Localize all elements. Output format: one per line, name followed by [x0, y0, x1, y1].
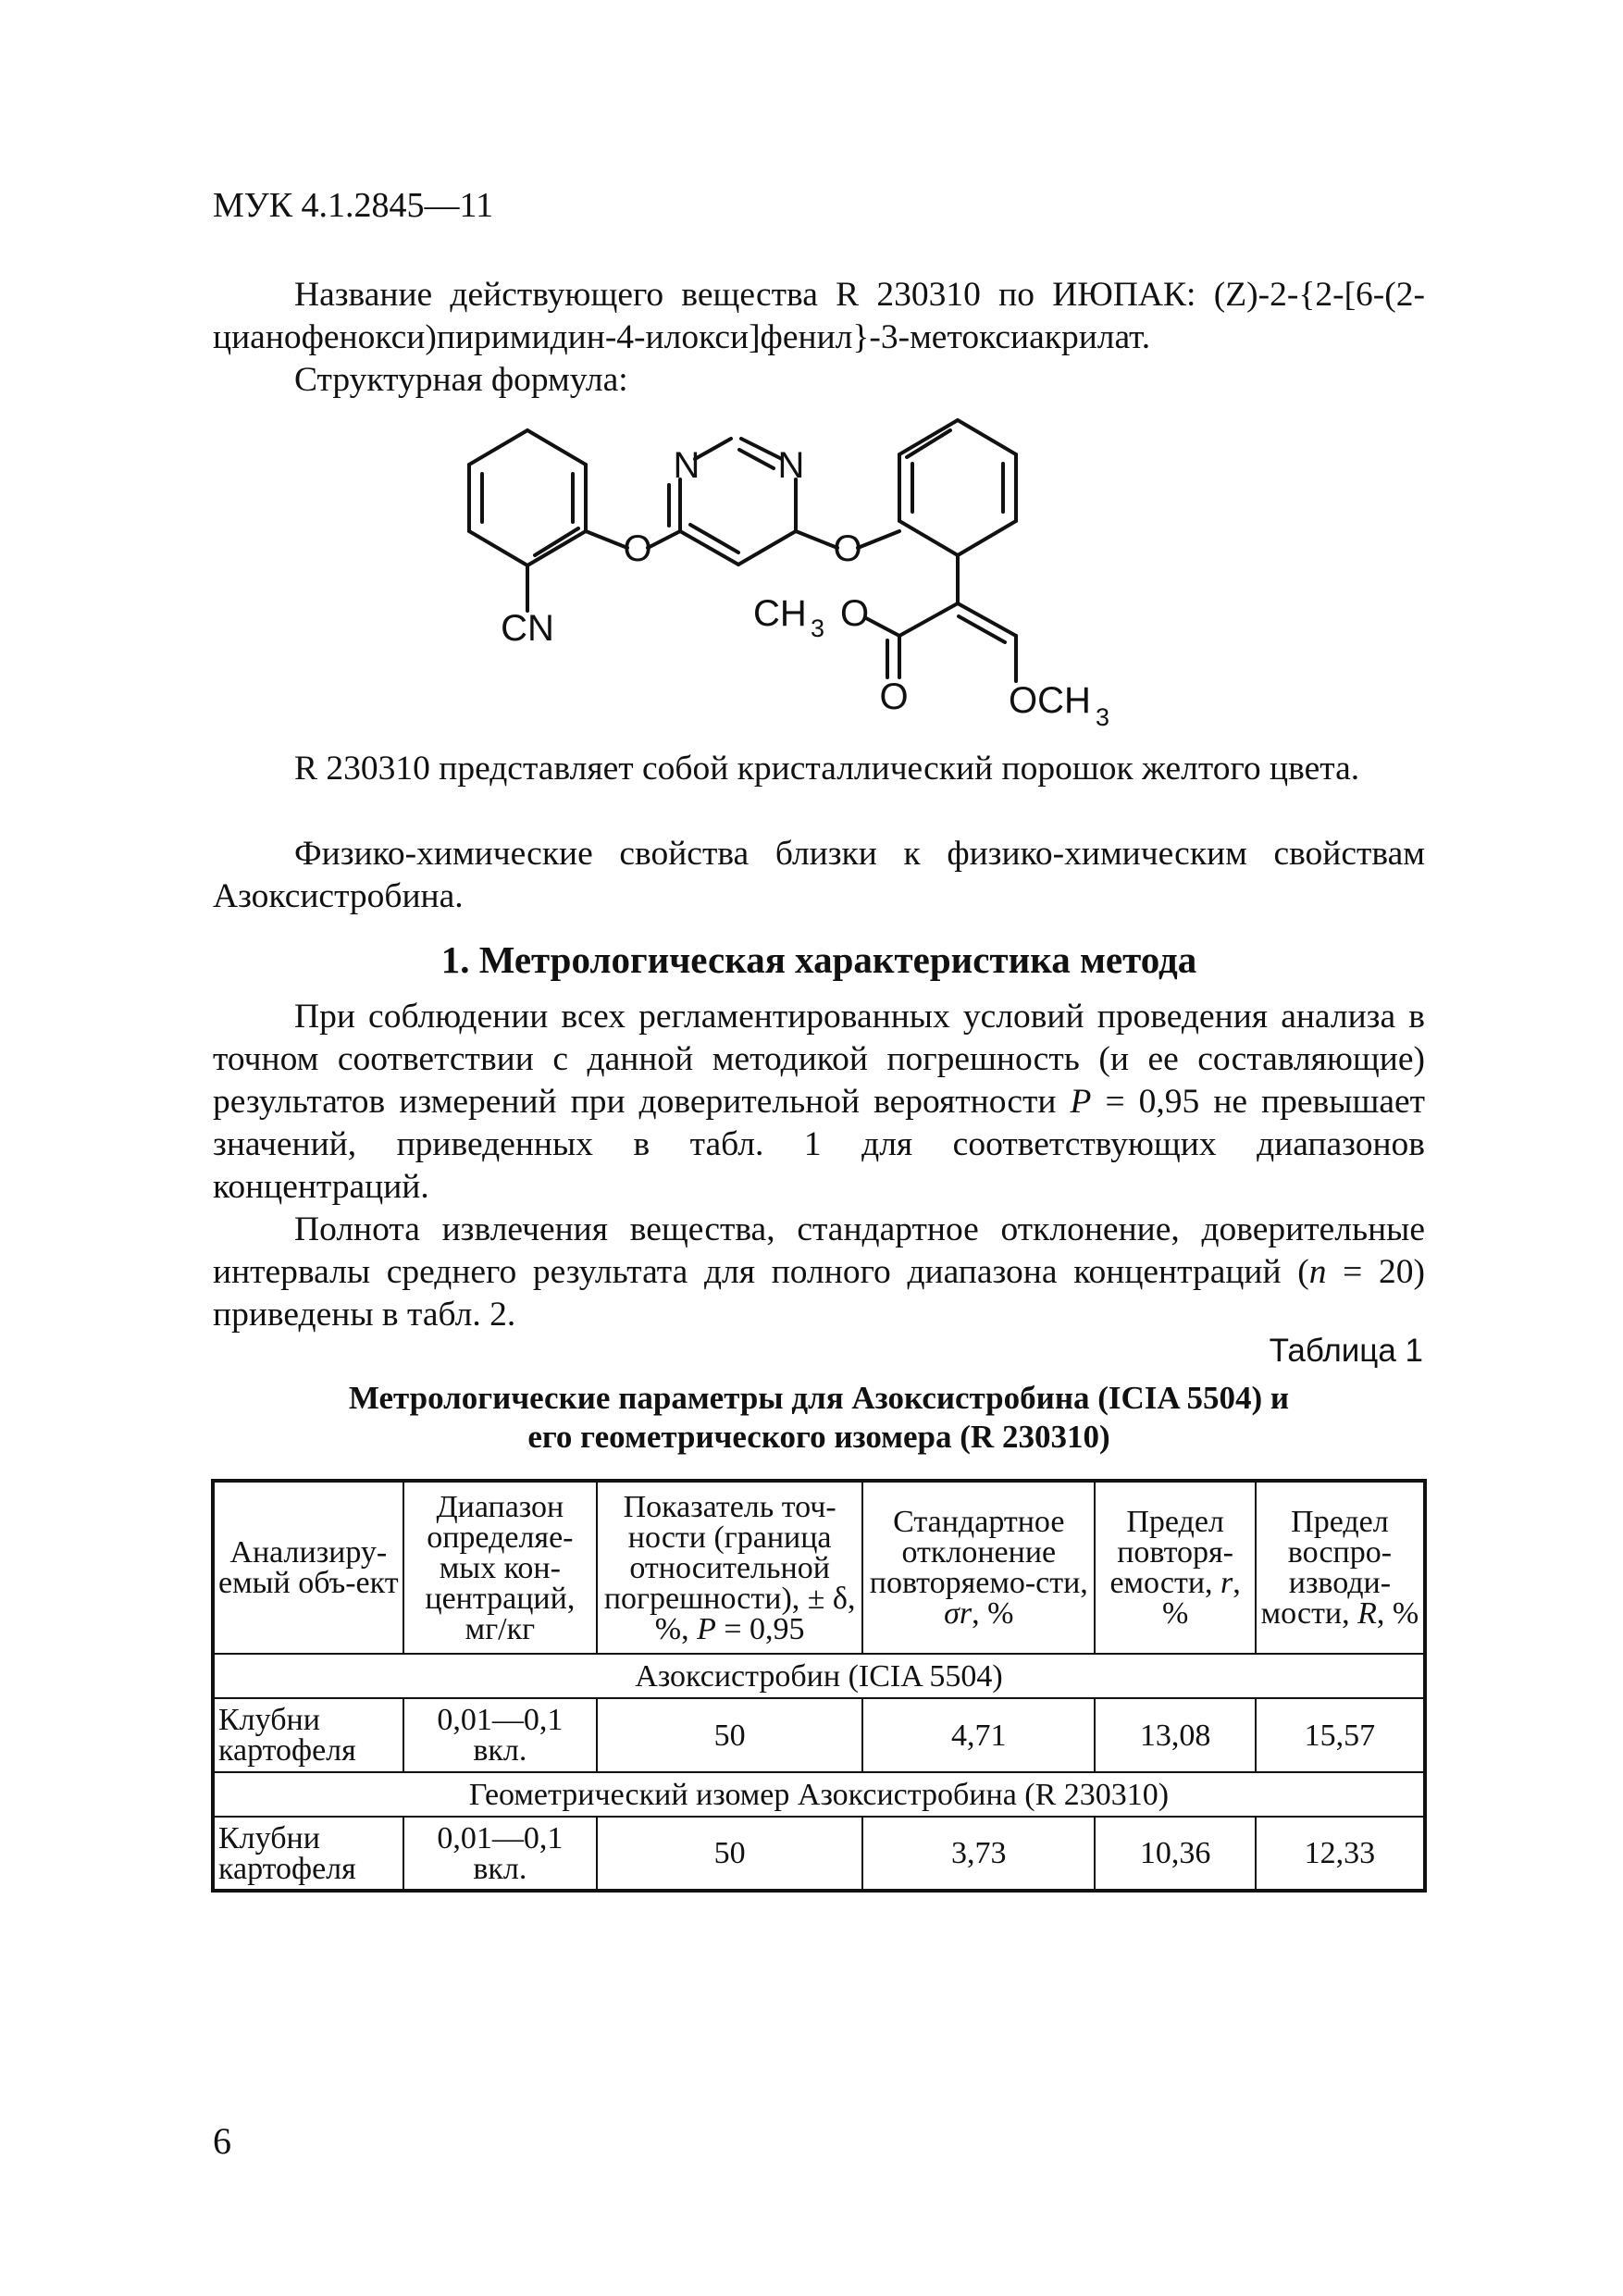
- document-code-header: МУК 4.1.2845—11: [213, 186, 494, 225]
- cell-std-deviation: 4,71: [862, 1698, 1095, 1772]
- cell-repeatability: 10,36: [1095, 1817, 1255, 1891]
- section-1-paragraph-1: При соблюдении всех регламентированных условий проведения анализа в точном соответствии с данной методикой погрешность (и ее составляющие) результатов измерений при доверительной вероятности P = 0,95 не превышает значений, приведенных в табл. 1 для соответствующих диапазонов концентраций.: [213, 998, 1426, 1206]
- cell-object: Клубни картофеля: [213, 1698, 403, 1772]
- cell-std-deviation: 3,73: [862, 1817, 1095, 1891]
- group-title: Азоксистробин (ICIA 5504): [213, 1654, 1425, 1698]
- group-title-row: [213, 1772, 1425, 1817]
- ester-methyl-label: CH: [753, 593, 807, 634]
- ether-oxygen-2: O: [833, 528, 862, 569]
- description-paragraph-2: Физико-химические свойства близки к физико-химическим свойствам Азоксистробина.: [213, 835, 1425, 915]
- pyrimidine-nitrogen-2: N: [777, 445, 805, 486]
- group-title-row: [213, 1654, 1425, 1698]
- cn-label: CN: [501, 608, 554, 649]
- cell-accuracy: 50: [597, 1698, 862, 1772]
- section-1-paragraph-2: Полнота извлечения вещества, стандартное отклонение, доверительные интервалы среднего результата для полного диапазона концентраций (n = 20) приведены в табл. 2.: [213, 1210, 1425, 1334]
- formula-label: Структурная формула:: [294, 361, 628, 399]
- table-row: [213, 1817, 1425, 1891]
- group-title: Геометрический изомер Азоксистробина (R 230310): [213, 1772, 1425, 1817]
- ester-methyl-subscript: 3: [811, 614, 825, 642]
- header-std-deviation: Стандартное отклонение повторяемо-сти, σr, %: [862, 1481, 1095, 1654]
- cell-range: 0,01—0,1 вкл.: [403, 1698, 597, 1772]
- cell-repeatability: 13,08: [1095, 1698, 1255, 1772]
- section-1-title: 1. Метрологическая характеристика метода: [440, 938, 1197, 981]
- header-range: Диапазон определяе-мых кон-центраций, мг/кг: [403, 1481, 597, 1654]
- description-paragraph-1: R 230310 представляет собой кристаллический порошок желтого цвета.: [294, 750, 1360, 788]
- cell-range: 0,01—0,1 вкл.: [403, 1817, 597, 1891]
- cell-object: Клубни картофеля: [213, 1817, 403, 1891]
- table-1-label: Таблица 1: [1269, 1333, 1423, 1369]
- table-row: [213, 1698, 1425, 1772]
- cell-accuracy: 50: [597, 1817, 862, 1891]
- iupac-label: Название действующего вещества R 230310 по ИЮПАК:: [294, 276, 1196, 314]
- cell-reproducibility: 15,57: [1256, 1698, 1425, 1772]
- methoxy-label: OCH: [1009, 680, 1091, 721]
- header-repeatability: Предел повторя-емости, r, %: [1095, 1481, 1255, 1654]
- header-accuracy: Показатель точ-ности (граница относительной погрешности), ± δ, %, P = 0,95: [597, 1481, 862, 1654]
- header-object: Анализиру-емый объ-ект: [213, 1481, 403, 1654]
- table-1-caption: Метрологические параметры для Азоксистробина (ICIA 5504) и его геометрического изомера (R 230310): [348, 1380, 1290, 1455]
- cell-reproducibility: 12,33: [1256, 1817, 1425, 1891]
- structural-formula: [444, 407, 1184, 750]
- carbonyl-oxygen: O: [879, 676, 909, 717]
- header-reproducibility: Предел воспро-изводи-мости, R, %: [1256, 1481, 1425, 1654]
- page-number: 6: [213, 2120, 231, 2162]
- methoxy-subscript: 3: [1096, 703, 1110, 731]
- iupac-paragraph: [213, 274, 1425, 359]
- metrology-table: [211, 1479, 1427, 1893]
- ester-oxygen: O: [840, 593, 870, 634]
- iupac-name: (Z)-2-{2-[6-(2-цианофенокси)пиримидин-4-илокси]фенил}-3-метоксиакрилат.: [213, 276, 1426, 356]
- pyrimidine-nitrogen-1: N: [673, 445, 700, 486]
- ether-oxygen-1: O: [623, 528, 652, 569]
- table-header-row: [213, 1481, 1425, 1654]
